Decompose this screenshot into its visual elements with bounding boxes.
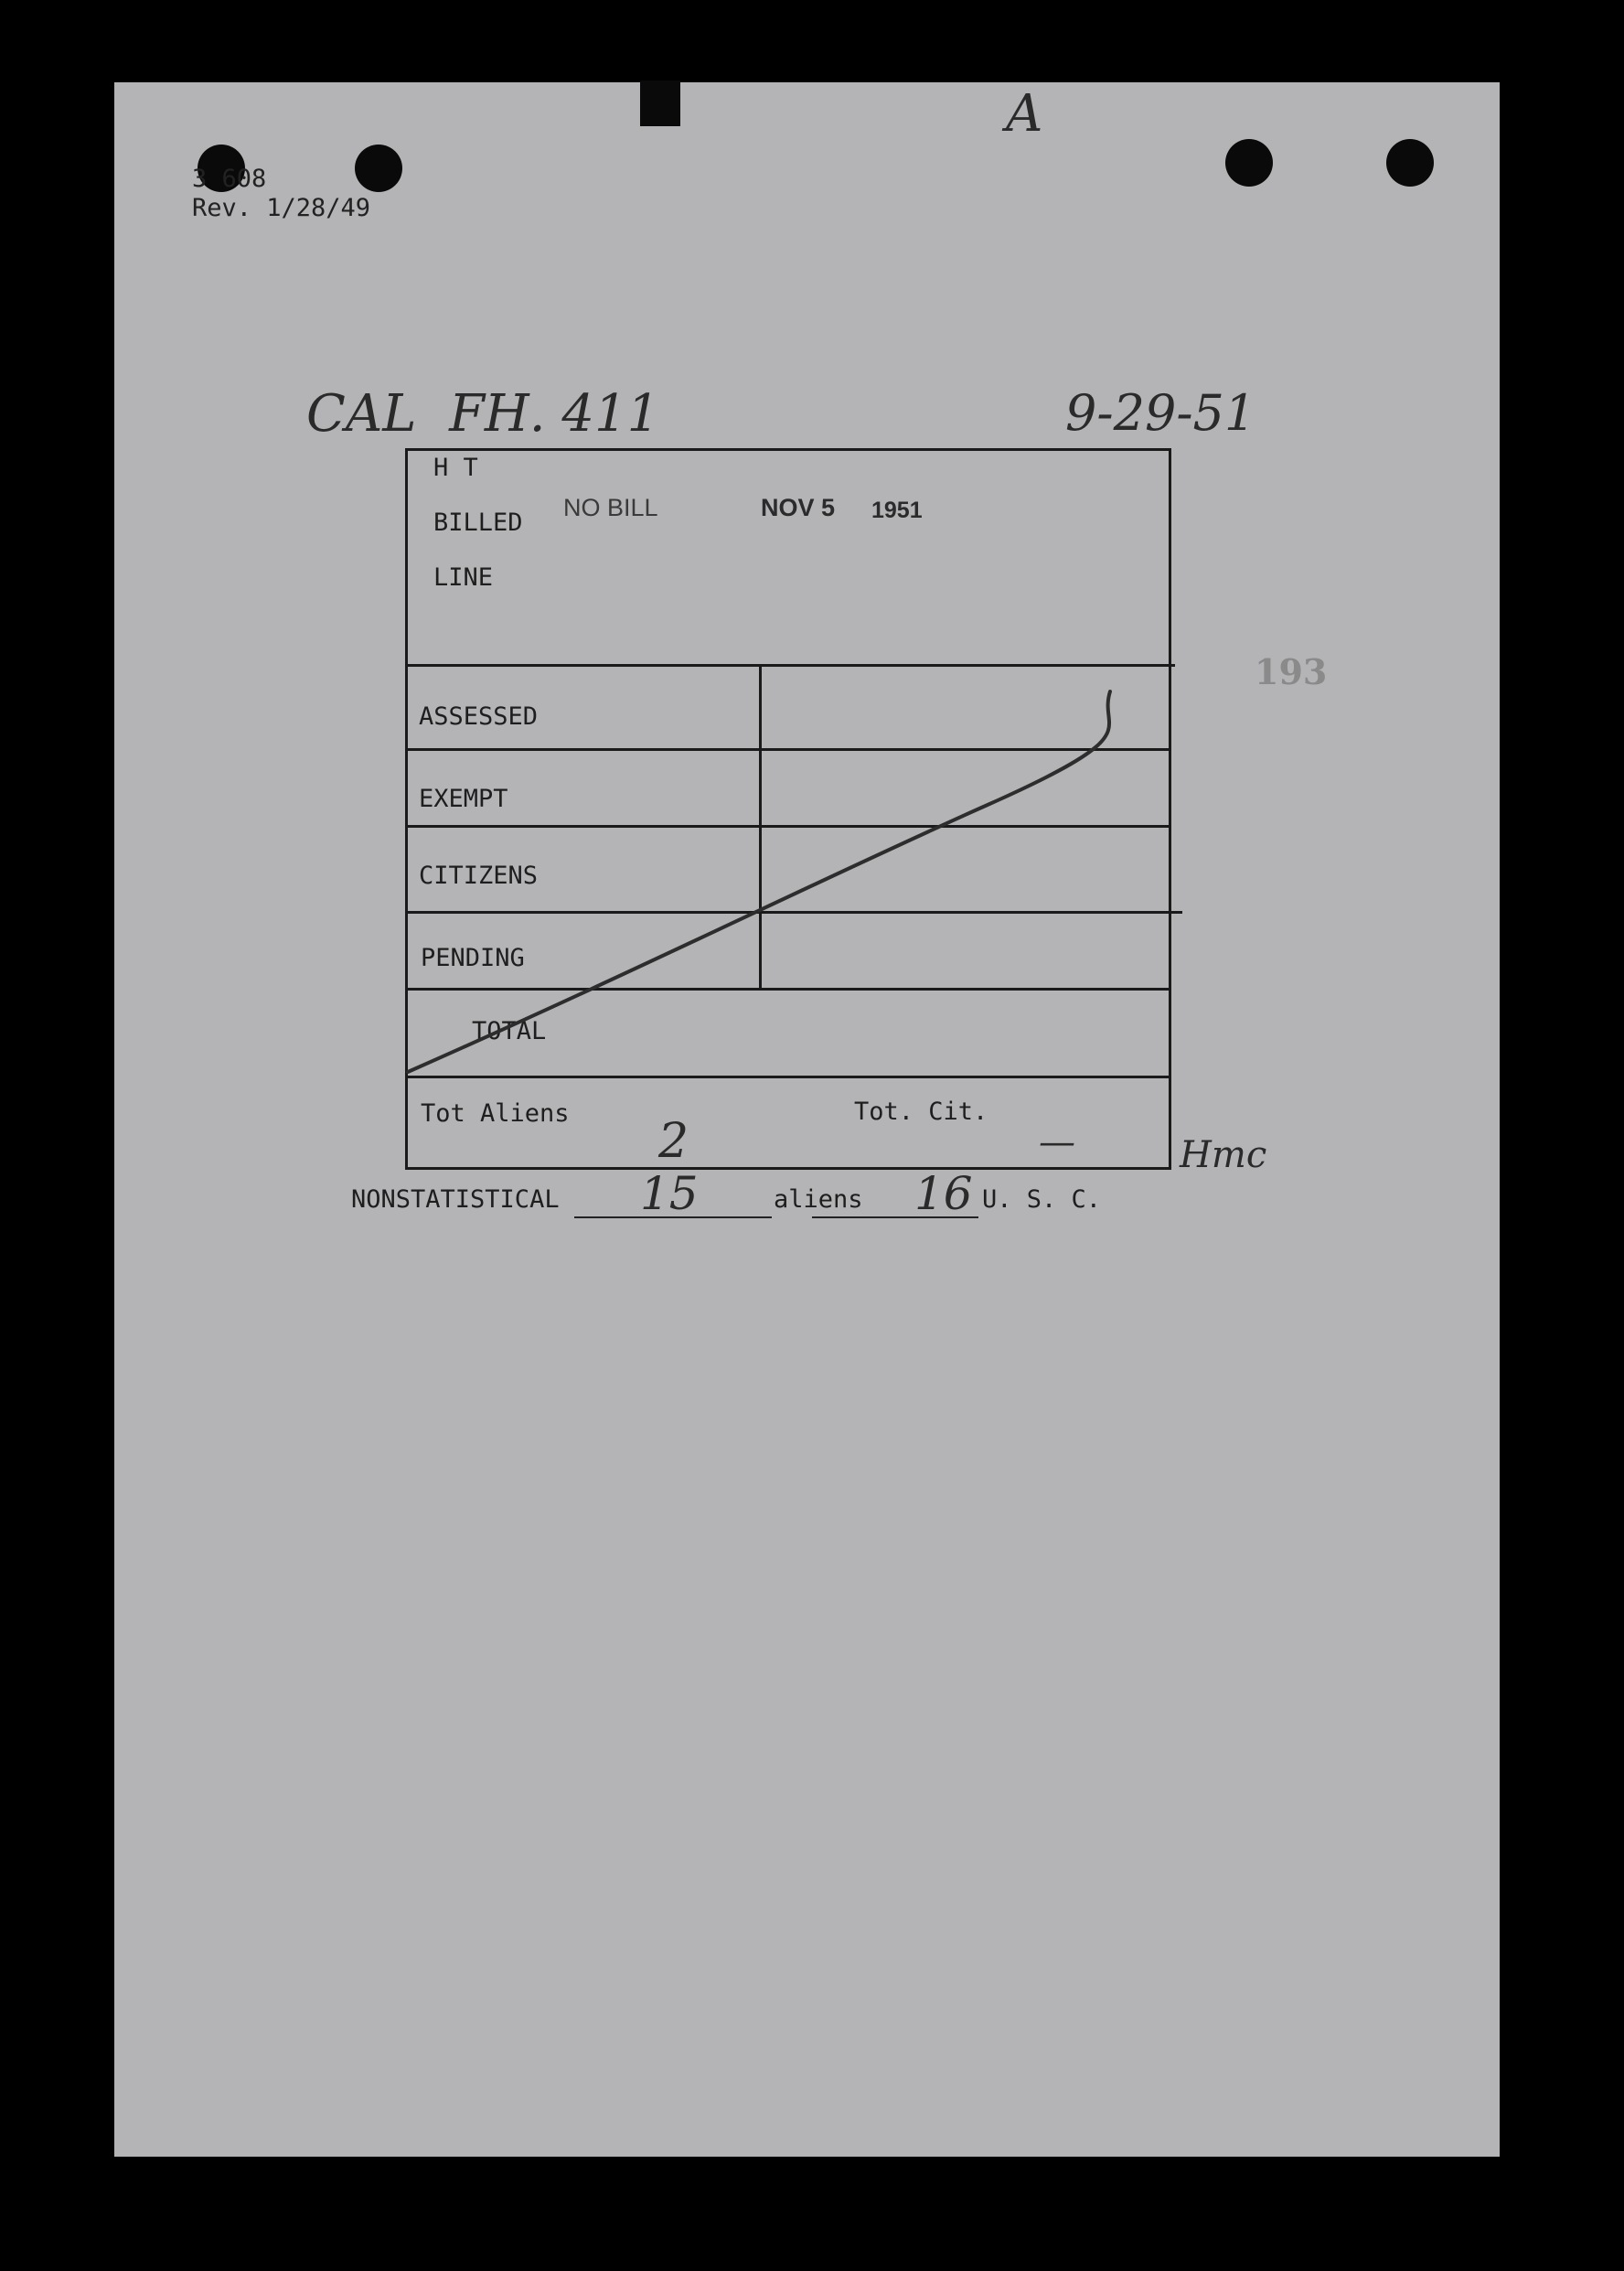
label-assessed: ASSESSED xyxy=(419,702,539,731)
page-number-stamp: 193 xyxy=(1255,651,1328,692)
form-revision: Rev. 1/28/49 xyxy=(192,194,371,222)
date-stamp-year: 1951 xyxy=(871,498,923,523)
handwritten-nonstat-aliens: 15 xyxy=(640,1167,699,1220)
label-exempt: EXEMPT xyxy=(419,785,508,813)
label-citizens: CITIZENS xyxy=(419,862,539,890)
label-total: TOTAL xyxy=(472,1017,547,1045)
label-nonstatistical: NONSTATISTICAL xyxy=(351,1185,560,1214)
date-stamp-month-day: NOV 5 xyxy=(761,494,836,521)
label-line: LINE xyxy=(433,563,494,592)
form-number: 3 608 xyxy=(192,165,267,193)
handwritten-location: CAL FH. 411 xyxy=(306,384,660,444)
handwritten-initials: Hmc xyxy=(1180,1134,1267,1176)
no-bill-stamp: NO BILL xyxy=(563,494,658,521)
handwritten-tot-aliens: 2 xyxy=(658,1114,689,1169)
label-ht: H T xyxy=(433,454,478,482)
label-tot-cit: Tot. Cit. xyxy=(854,1098,988,1126)
top-handwritten-mark: A xyxy=(1006,84,1043,144)
label-usc: U. S. C. xyxy=(982,1185,1102,1214)
label-aliens: aliens xyxy=(774,1185,863,1214)
handwritten-date: 9-29-51 xyxy=(1065,384,1256,442)
label-billed: BILLED xyxy=(433,509,523,537)
label-tot-aliens: Tot Aliens xyxy=(421,1099,570,1128)
handwritten-nonstat-usc: 16 xyxy=(914,1167,973,1220)
label-pending: PENDING xyxy=(421,944,525,972)
handwritten-tot-cit: — xyxy=(1039,1121,1075,1163)
